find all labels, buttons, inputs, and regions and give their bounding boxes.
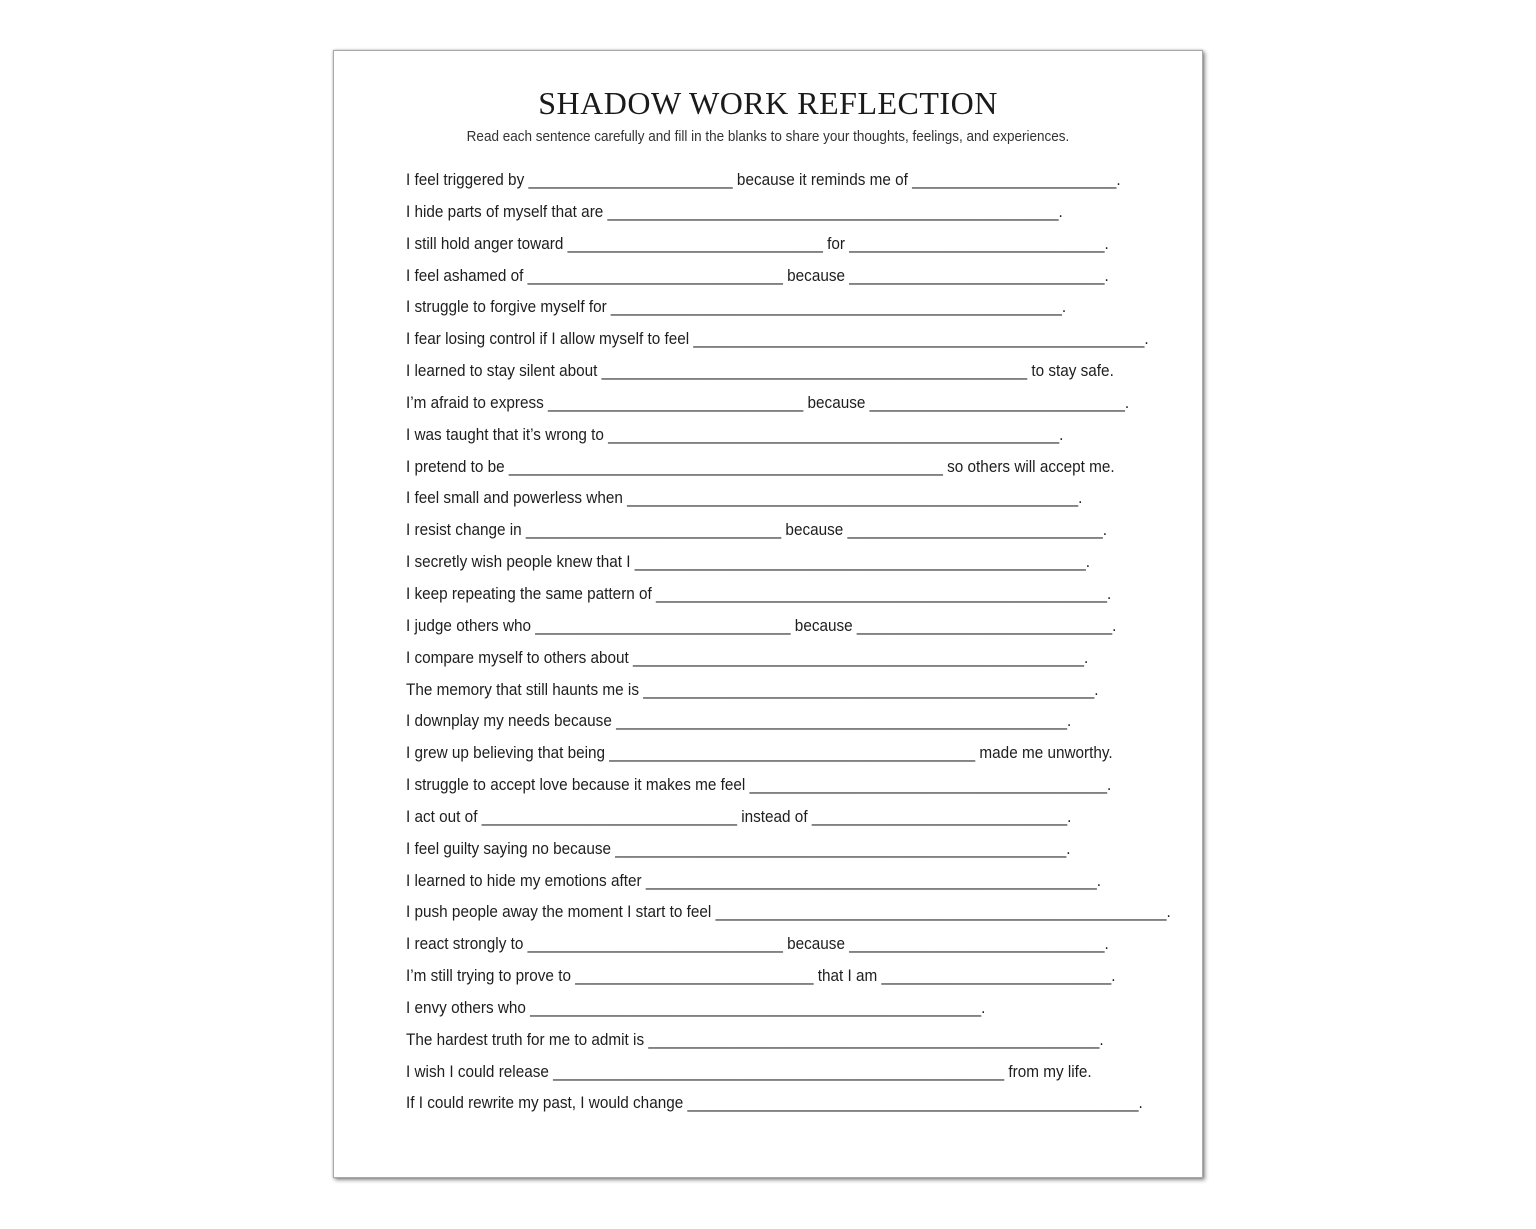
prompt-line: I keep repeating the same pattern of _____________________________________________________.: [406, 583, 1112, 603]
prompt-line: I downplay my needs because _____________________________________________________.: [406, 711, 1072, 731]
prompt-list: [406, 168, 1256, 1123]
prompt-line: I feel triggered by ________________________ because it reminds me of ________________________.: [406, 170, 1121, 189]
worksheet-title: SHADOW WORK REFLECTION: [538, 85, 998, 121]
prompt-line: I learned to stay silent about __________________________________________________ to stay safe.: [406, 361, 1114, 381]
worksheet-page: [333, 50, 1203, 1178]
prompt-line: I fear losing control if I allow myself to feel _____________________________________________________.: [406, 329, 1149, 349]
prompt-line: I was taught that it’s wrong to _____________________________________________________.: [406, 424, 1064, 444]
prompt-line: I resist change in ______________________________ because ______________________________.: [406, 520, 1108, 540]
prompt-line: I’m afraid to express ______________________________ because ______________________________.: [406, 392, 1130, 412]
prompt-line: I wish I could release _____________________________________________________ from my life.: [406, 1061, 1092, 1081]
prompt-line: I secretly wish people knew that I _____________________________________________________.: [406, 552, 1090, 572]
prompt-line: I act out of ______________________________ instead of ______________________________.: [406, 806, 1072, 826]
prompt-line: I hide parts of myself that are _____________________________________________________.: [406, 201, 1063, 221]
prompt-line: I feel guilty saying no because _____________________________________________________.: [406, 838, 1071, 858]
prompt-line: The hardest truth for me to admit is _____________________________________________________.: [406, 1029, 1104, 1049]
prompt-line: I react strongly to ______________________________ because ______________________________.: [406, 934, 1109, 954]
prompt-line: I struggle to forgive myself for _____________________________________________________.: [406, 297, 1067, 317]
prompt-line: I feel ashamed of ______________________________ because ______________________________.: [406, 265, 1109, 285]
prompt-line: I still hold anger toward ______________________________ for ______________________________.: [406, 233, 1109, 253]
prompt-line: I push people away the moment I start to feel _____________________________________________________.: [406, 902, 1171, 922]
prompt-line: I grew up believing that being ___________________________________________ made me unworthy.: [406, 743, 1113, 763]
prompt-line: I learned to hide my emotions after _____________________________________________________.: [406, 870, 1102, 890]
prompt-line: I feel small and powerless when _____________________________________________________.: [406, 488, 1083, 508]
prompt-line: I pretend to be ___________________________________________________ so others will accept me.: [406, 456, 1115, 476]
prompt-line: I struggle to accept love because it makes me feel __________________________________________.: [406, 775, 1112, 795]
prompt-line: I compare myself to others about _____________________________________________________.: [406, 647, 1089, 667]
prompt-line: The memory that still haunts me is _____________________________________________________.: [406, 679, 1099, 699]
prompt-line: I envy others who _____________________________________________________.: [406, 997, 986, 1017]
prompt-line: I’m still trying to prove to ____________________________ that I am ___________________________.: [406, 966, 1116, 986]
prompt-line: If I could rewrite my past, I would change _____________________________________________________.: [406, 1093, 1143, 1113]
worksheet-instructions: Read each sentence carefully and fill in the blanks to share your thoughts, feelings, and experiences.: [466, 128, 1070, 145]
prompt-line: I judge others who ______________________________ because ______________________________.: [406, 615, 1117, 635]
